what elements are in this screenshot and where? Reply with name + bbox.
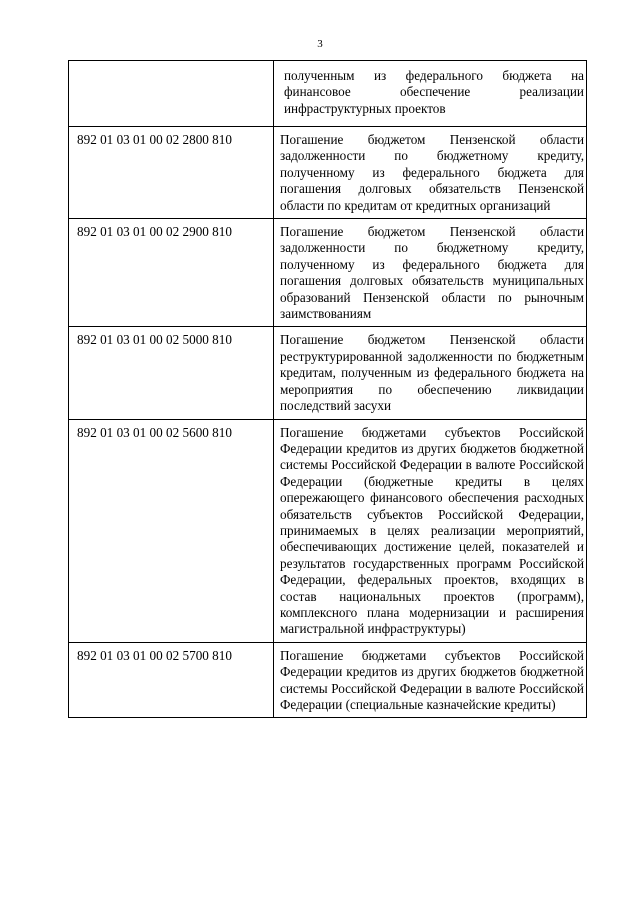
table-row <box>69 327 587 419</box>
budget-code-cell: 892 01 03 01 00 02 5000 810 <box>69 327 274 419</box>
table-row <box>69 219 587 327</box>
table-row <box>69 127 587 219</box>
budget-code-cell: 892 01 03 01 00 02 2900 810 <box>69 219 274 327</box>
budget-code-cell: 892 01 03 01 00 02 5600 810 <box>69 419 274 642</box>
budget-classification-table <box>68 60 587 718</box>
description-cell: Погашение бюджетами субъектов Российской Федерации кредитов из других бюджетов бюджетной системы Российской Федерации в валюте Российской Федерации (бюджетные кредиты в целях опережающего финансового обеспечения расходных обязательств субъектов Российской Федерации, принимаемых в целях реализации мероприятий, обеспечивающих достижение целей, показателей и результатов государственных программ Российской Федерации, федеральных проектов, входящих в состав национальных проектов (программ), комплексного плана модернизации и расширения магистральной инфраструктуры) <box>274 419 587 642</box>
budget-code-cell: 892 01 03 01 00 02 5700 810 <box>69 642 274 718</box>
page-number: 3 <box>317 38 323 50</box>
table-row <box>69 61 587 127</box>
description-cell: полученным из федерального бюджета на финансовое обеспечение реализации инфраструктурных проектов <box>274 61 587 127</box>
table-row <box>69 642 587 718</box>
description-cell: Погашение бюджетом Пензенской области реструктурированной задолженности по бюджетным кредитам, полученным из федерального бюджета на мероприятия по обеспечению ликвидации последствий засухи <box>274 327 587 419</box>
table-row <box>69 419 587 642</box>
budget-code-cell <box>69 61 274 127</box>
description-cell: Погашение бюджетами субъектов Российской Федерации кредитов из других бюджетов бюджетной системы Российской Федерации в валюте Российской Федерации (специальные казначейские кредиты) <box>274 642 587 718</box>
description-cell: Погашение бюджетом Пензенской области задолженности по бюджетному кредиту, полученному из федерального бюджета для погашения долговых обязательств Пензенской области по кредитам от кредитных организаций <box>274 127 587 219</box>
description-cell: Погашение бюджетом Пензенской области задолженности по бюджетному кредиту, полученному из федерального бюджета для погашения долговых обязательств муниципальных образований Пензенской области по рыночным заимствованиям <box>274 219 587 327</box>
budget-code-cell: 892 01 03 01 00 02 2800 810 <box>69 127 274 219</box>
